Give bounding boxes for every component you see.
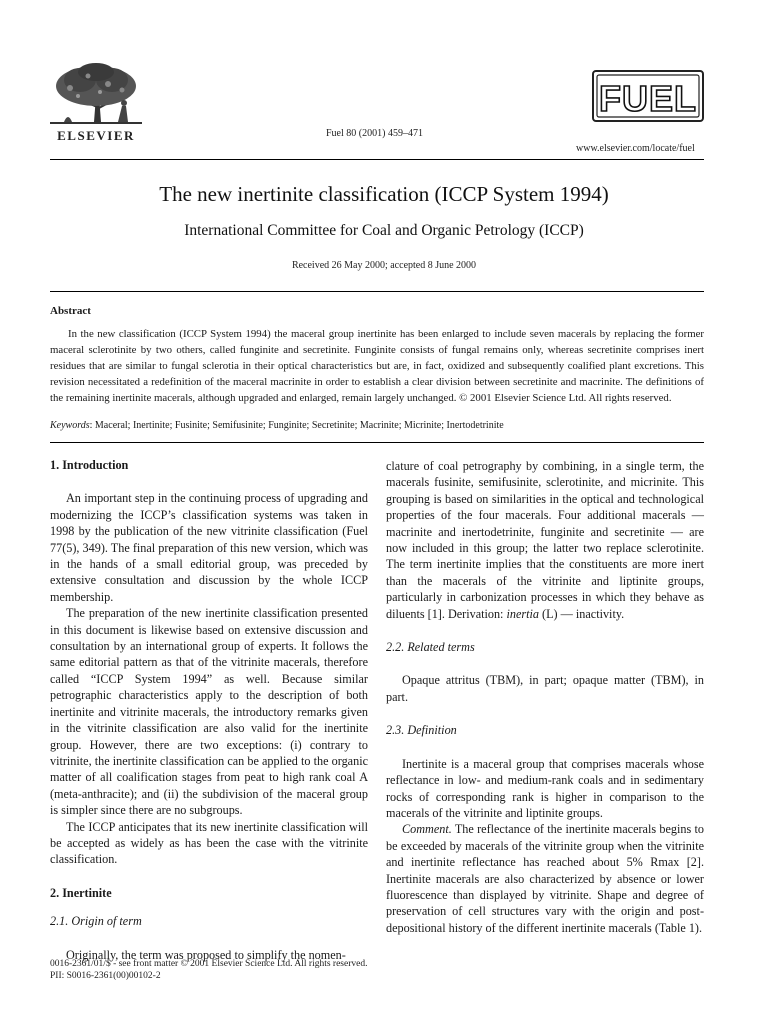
subsection-heading-related-terms: 2.2. Related terms	[386, 640, 475, 655]
received-accepted-dates: Received 26 May 2000; accepted 8 June 2000	[291, 260, 477, 271]
footer-copyright: 0016-2361/01/$ - see front matter © 2001 Elsevier Science Ltd. All rights reserved.	[50, 959, 368, 969]
journal-citation: Fuel 80 (2001) 459–471	[326, 128, 423, 139]
fuel-logo-text: FUEL	[599, 78, 697, 119]
keywords-rule	[50, 442, 704, 443]
article-authors: International Committee for Coal and Organic Petrology (ICCP)	[184, 222, 584, 239]
keywords-label: Keywords	[50, 420, 90, 431]
section-heading-inertinite: 2. Inertinite	[50, 885, 112, 900]
article-title: The new inertinite classification (ICCP System 1994)	[159, 182, 609, 206]
intro-paragraph-1: An important step in the continuing process of upgrading and modernizing the ICCP’s classification systems was taken in 1998 by the publication of the new vitrinite classification (Fuel 77(5), 349). The final preparation of this new version, which was in the hands of a small editorial group, was preceded by extensive consultation and discussion by the whole ICCP membership.	[50, 491, 368, 604]
left-column	[50, 457, 368, 963]
abstract-heading: Abstract	[50, 305, 91, 317]
right-column	[386, 458, 704, 936]
comment-paragraph: Comment. The reflectance of the inertinite macerals begins to be exceeded by macerals of the vitrinite group when the vitrinite and inertinite reflectance has reached about 5% Rmax [2]. Inertinite macerals are also characterized by absence or lower fluorescence than displayed by vitrinite. Shape and degree of preservation of cell structures vary with the origin and post-depositional history of the different inertinite macerals (Table 1).	[386, 822, 704, 935]
definition-paragraph: Inertinite is a maceral group that comprises macerals whose reflectance in low- and medium-rank coals and in sedimentary rocks of corresponding rank is higher in comparison to the macerals of the vitrinite and liptinite groups.	[386, 756, 704, 820]
publisher-name: ELSEVIER	[57, 128, 135, 143]
journal-url[interactable]: www.elsevier.com/locate/fuel	[576, 143, 695, 154]
section-heading-introduction: 1. Introduction	[50, 458, 129, 472]
header-rule	[50, 159, 704, 160]
abstract-top-rule	[50, 291, 704, 292]
subsection-heading-origin: 2.1. Origin of term	[50, 914, 142, 929]
footer-pii: PII: S0016-2361(00)00102-2	[50, 971, 161, 981]
footer	[50, 958, 367, 982]
intro-paragraph-3: The ICCP anticipates that its new inertinite classification will be accepted as widely as has been the case with the vitrinite classification.	[50, 819, 368, 867]
origin-paragraph: Originally, the term was proposed to simplify the nomen-	[66, 947, 346, 962]
intro-paragraph-2: The preparation of the new inertinite classification presented in this document is likewise based on extensive discussion and consultation by an international group of experts. It follows the same editorial pattern as that of the vitrinite macerals, therefore called “ICCP System 1994” as well. Because similar petrographic characteristics apply to the description of both inertinite and vitrinite macerals, the introductory remarks given in the vitrinite classification are also valid for the inertinite group. However, there are two exceptions: (i) contrary to vitrinite, the inertinite classification can be applied to the organic matter of all coalification stages from peat to high rank coal A (meta-anthracite); and (ii) the subdivision of the maceral group is simpler since there are no subgroups.	[50, 606, 368, 818]
fuel-journal-logo	[592, 70, 704, 122]
abstract-text: In the new classification (ICCP System 1994) the maceral group inertinite has been enlarged to include seven macerals by replacing the former maceral sclerotinite by two others, called funginite and secretinite. Funginite consists of fungal remains only, whereas secretinite comprises inert residues that are similar to fungal sclerotia in their optical characteristics but are, in fact, oxidized and subsequently coalified plant excretions. This revision necessitated a redefinition of the maceral macrinite in order to establish a clear division between secretinite and macrinite. The definitions of the remaining inertinite macerals, although upgraded and enlarged, remain largely unchanged. © 2001 Elsevier Science Ltd. All rights reserved.	[50, 328, 704, 404]
origin-paragraph-continued: clature of coal petrography by combining, in a single term, the macerals fusinite, semifusinite, sclerotinite, and micrinite. This grouping is based on similarities in the optical and technological properties of the four macerals. Four additional macerals — macrinite and inertodetrinite, funginite and secretinite — are now included in this group; the latter two replace sclerotinite. The term inertinite implies that the constituents are more inert than the macerals of the vitrinite and liptinite groups, particularly in carbonization processes in which they behave as diluents [1]. Derivation: inertia (L) — inactivity.	[386, 459, 704, 621]
subsection-heading-definition: 2.3. Definition	[386, 723, 457, 738]
keywords-list: : Maceral; Inertinite; Fusinite; Semifusinite; Funginite; Secretinite; Macrinite; Micrinite; Inertodetrinite	[89, 420, 504, 431]
keywords	[50, 420, 704, 431]
related-terms-paragraph: Opaque attritus (TBM), in part; opaque matter (TBM), in part.	[386, 673, 704, 704]
